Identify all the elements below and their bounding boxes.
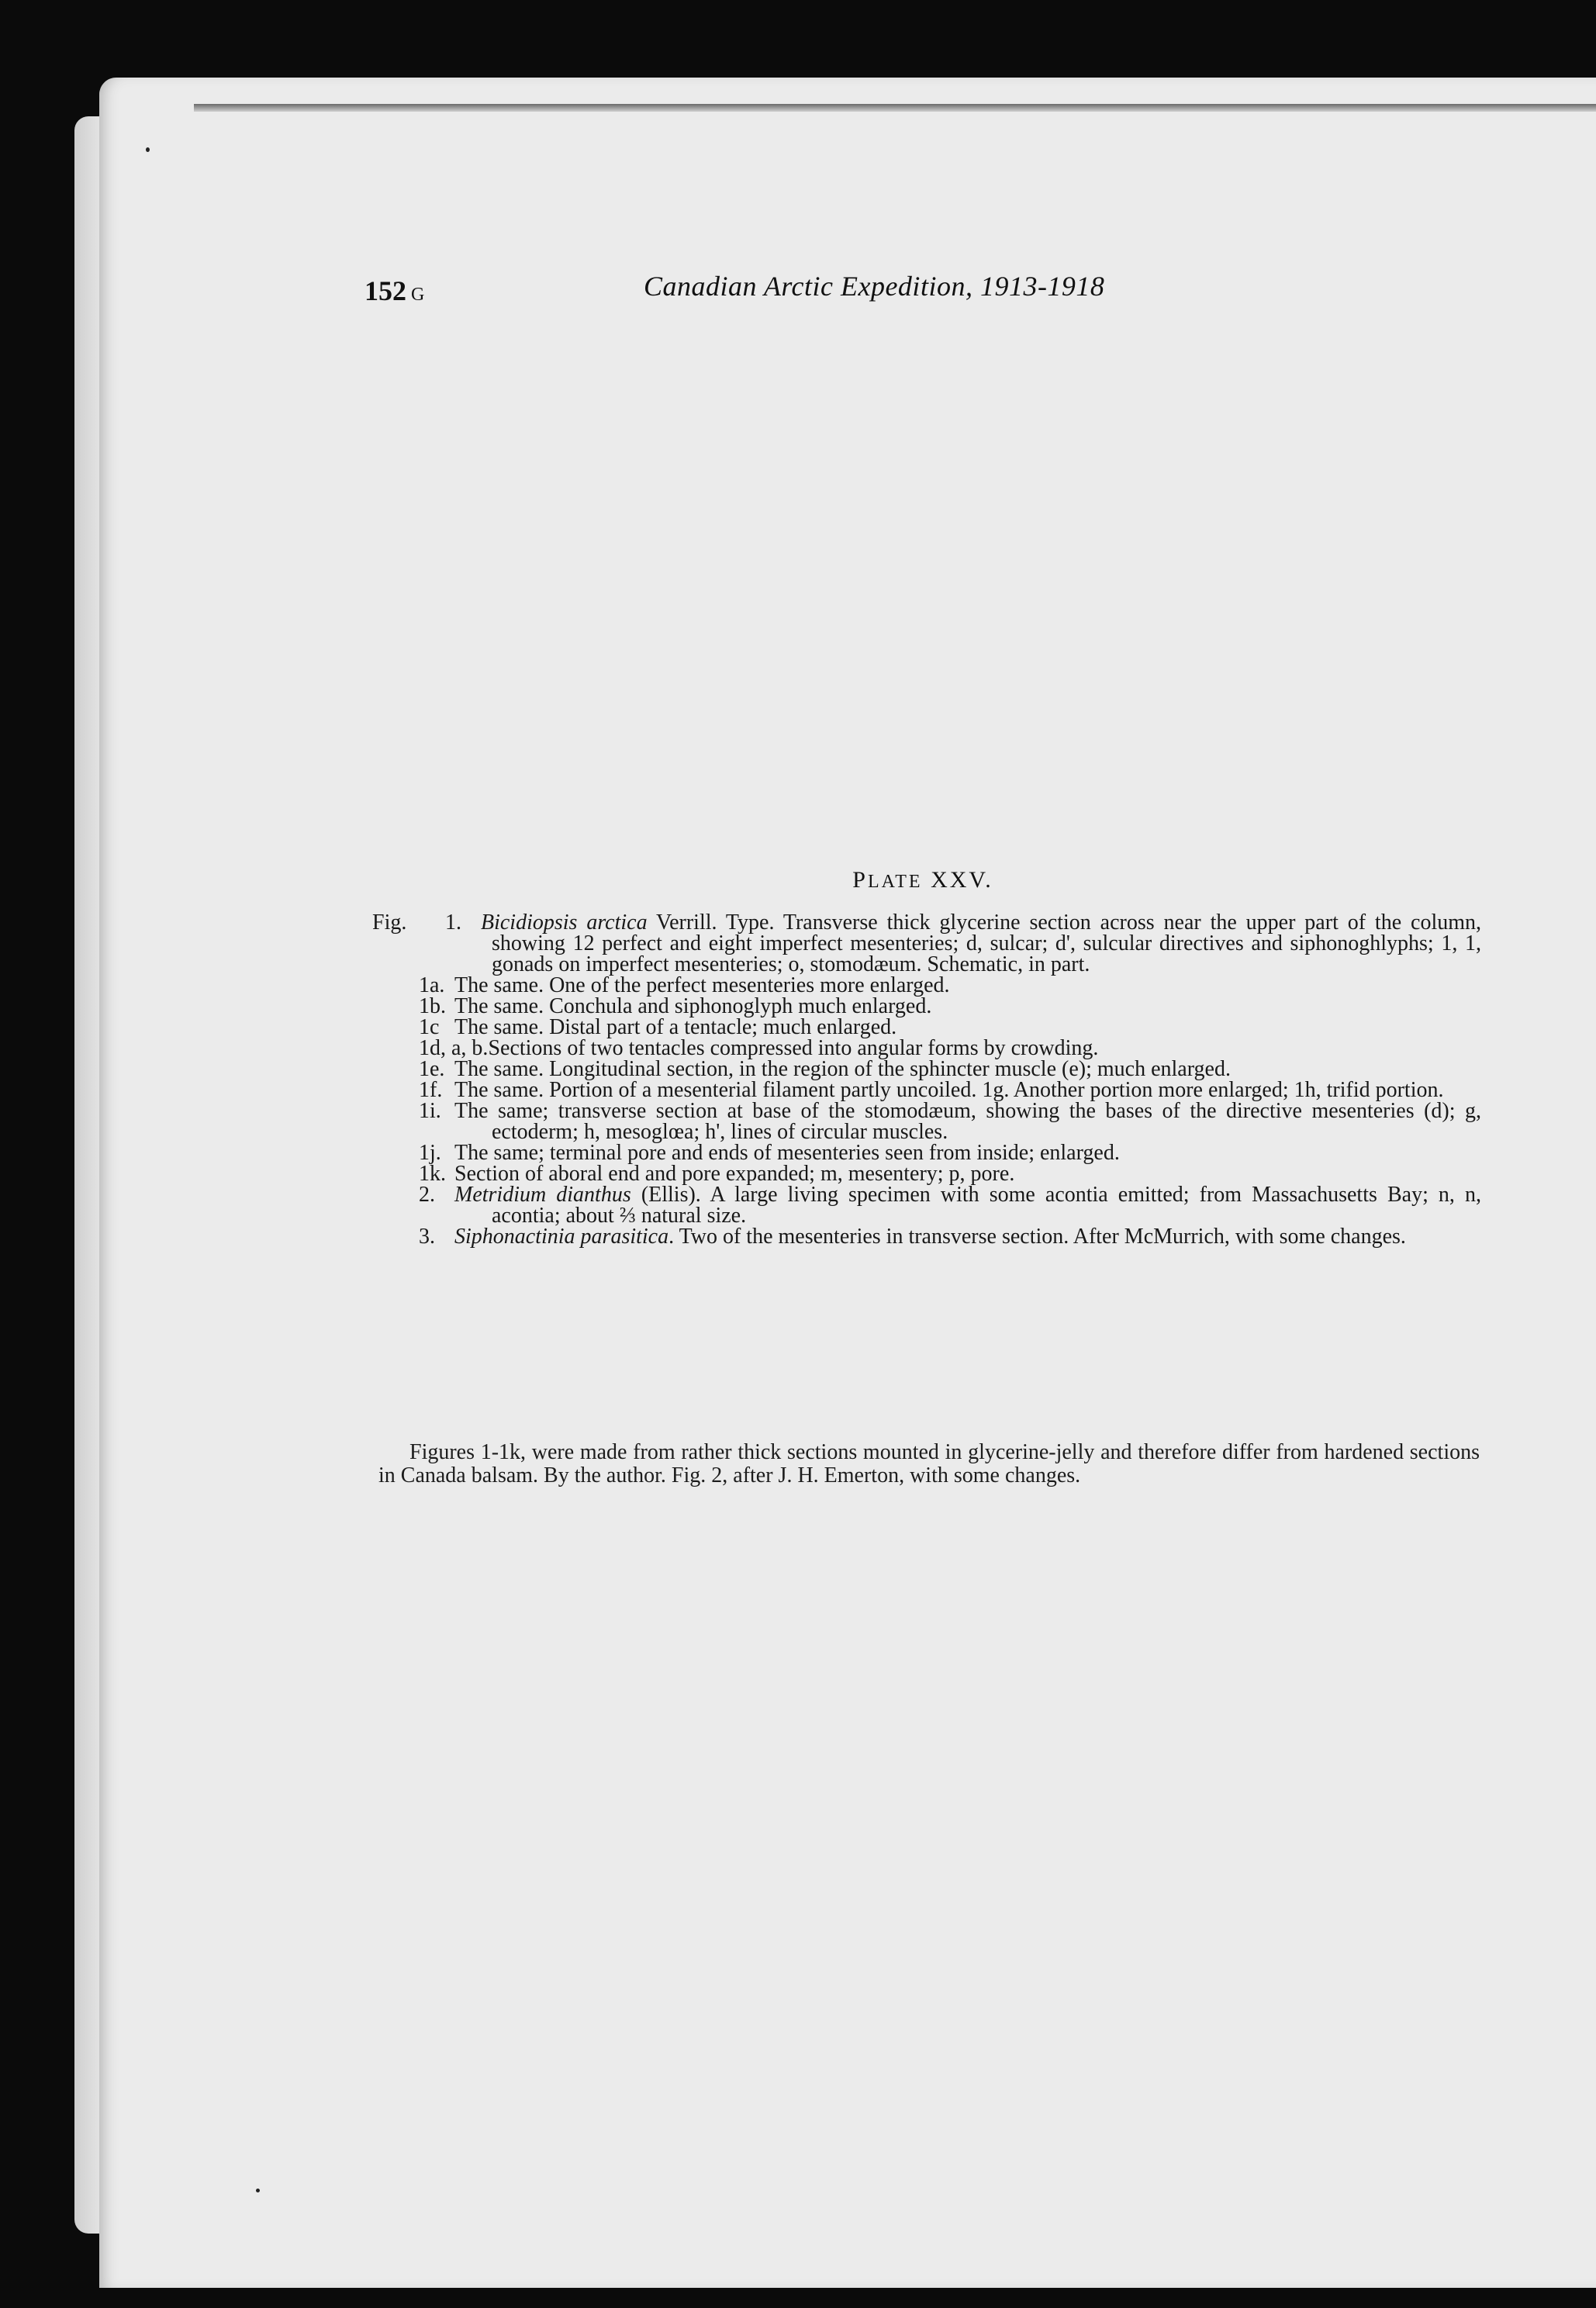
dust-speck [146,147,150,152]
caption-number: 1f. [419,1078,443,1102]
species-name: Metridium dianthus [454,1183,631,1207]
figure-captions [372,912,1481,1247]
caption-entry [372,1100,1481,1142]
caption-number: 1e. [419,1057,445,1081]
page-letter: G [411,285,425,305]
caption-entry [372,1017,1481,1038]
caption-entry [372,975,1481,996]
caption-text: The same; transverse section at base of the stomodæum, showing the bases of the directive mesenteries (d); g, ectoderm; h, mesoglœa; h', lines of circular muscles. [454,1099,1481,1144]
caption-entry [372,1226,1481,1247]
caption-number: 1j. [419,1141,441,1165]
page-header [364,270,1264,309]
caption-number: 1b. [419,994,446,1018]
caption-text: . Two of the mesenteries in transverse section. After McMurrich, with some changes. [668,1225,1406,1249]
dust-speck [256,2189,260,2192]
caption-entry [372,1163,1481,1184]
caption-entry [372,1142,1481,1163]
caption-text: The same. One of the perfect mesenteries more enlarged. [454,973,950,997]
caption-text: Section of aboral end and pore expanded; m, mesentery; p, pore. [454,1162,1015,1186]
caption-text: (Ellis). A large living specimen with some acontia emitted; from Massachusetts Bay; n, n, acontia; about ⅔ natural size. [492,1183,1482,1228]
species-name: Siphonactinia parasitica [454,1225,669,1249]
caption-entry [372,1184,1481,1226]
caption-text: Verrill. Type. Transverse thick glycerine section across near the upper part of the column, showing 12 perfect and eight imperfect mesenteries; d, sulcar; d', sulcular directives and siphonoghlyphs; 1, 1, gonads on imperfect mesenteries; o, stomodæum. Schematic, in part. [492,910,1482,976]
running-title: Canadian Arctic Expedition, 1913-1918 [644,271,1105,302]
page-number: 152 G [364,275,425,306]
caption-text: The same; terminal pore and ends of mesenteries seen from inside; enlarged. [454,1141,1120,1165]
caption-text: Sections of two tentacles compressed into angular forms by crowding. [488,1036,1099,1060]
caption-number: 3. [419,1225,435,1249]
caption-entry [372,996,1481,1017]
caption-text: The same. Longitudinal section, in the region of the sphincter muscle (e); much enlarged. [454,1057,1231,1081]
caption-number: 1a. [419,973,445,997]
footnote-paragraph: Figures 1-1k, were made from rather thick sections mounted in glycerine-jelly and therefore differ from hardened sections in Canada balsam. By the author. Fig. 2, after J. H. Emerton, with some changes. [378,1440,1480,1487]
caption-text: The same. Portion of a mesenterial filament partly uncoiled. 1g. Another portion more enlarged; 1h, trifid portion. [454,1078,1444,1102]
species-name: Bicidiopsis arctica [481,910,648,935]
caption-text: The same. Distal part of a tentacle; much enlarged. [454,1015,897,1039]
fig-label: Fig. [372,910,407,935]
page-top-edge [194,104,1596,112]
caption-entry [372,1059,1481,1080]
caption-number: 1i. [419,1099,441,1123]
caption-entry [372,1038,1481,1059]
caption-list [372,912,1481,1247]
caption-number: 1. [445,910,461,935]
caption-number: 1c [419,1015,440,1039]
caption-entry [372,1080,1481,1100]
caption-number: 1d, a, b. [419,1036,489,1060]
plate-title: PLATE XXV. [852,867,993,893]
caption-number: 1k. [419,1162,446,1186]
caption-entry [372,912,1481,975]
caption-number: 2. [419,1183,435,1207]
caption-text: The same. Conchula and siphonoglyph much enlarged. [454,994,932,1018]
